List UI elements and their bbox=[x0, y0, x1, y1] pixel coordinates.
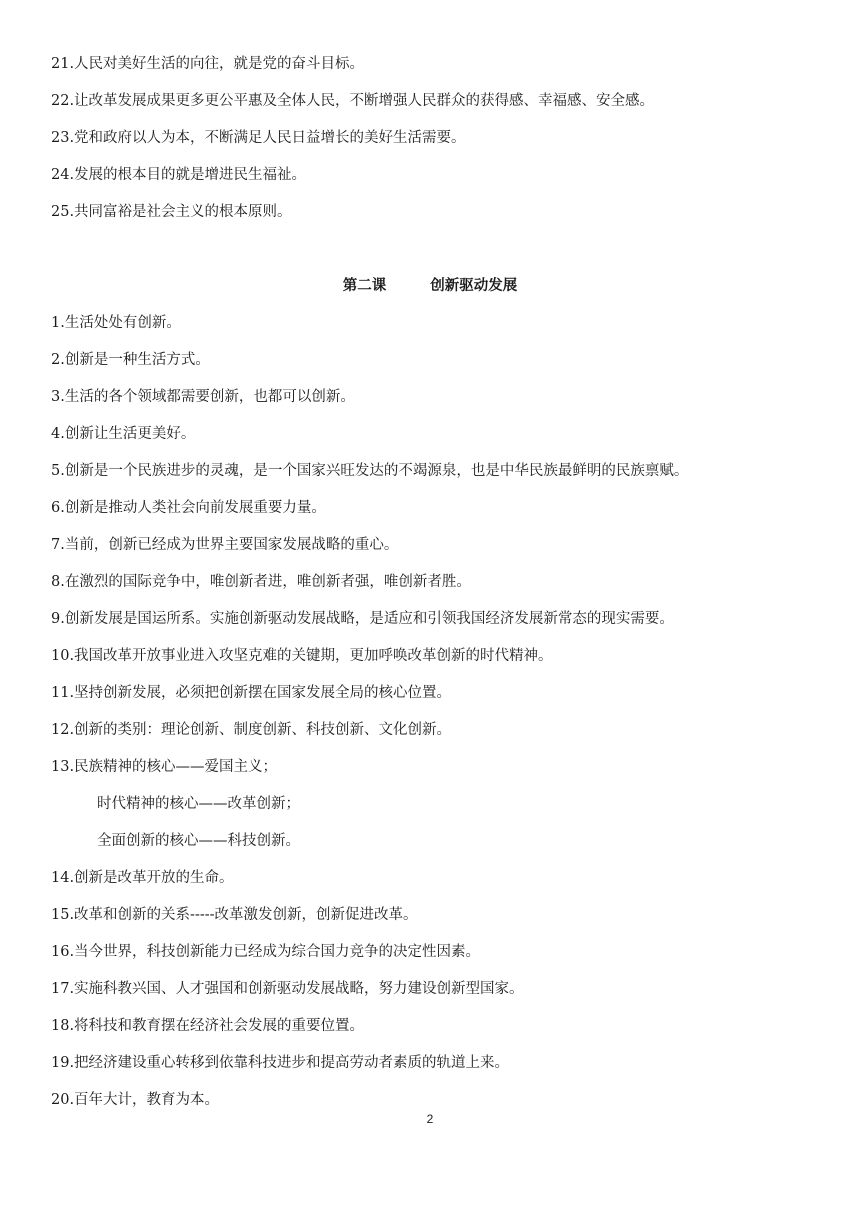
list-item: 3.生活的各个领域都需要创新，也都可以创新。 bbox=[51, 389, 355, 405]
list-item: 20.百年大计，教育为本。 bbox=[51, 1092, 220, 1108]
list-item: 21.人民对美好生活的向往，就是党的奋斗目标。 bbox=[51, 56, 365, 72]
list-item: 22.让改革发展成果更多更公平惠及全体人民，不断增强人民群众的获得感、幸福感、安全感。 bbox=[51, 93, 655, 109]
lesson-number: 第二课 bbox=[342, 278, 387, 294]
list-item: 18.将科技和教育摆在经济社会发展的重要位置。 bbox=[51, 1018, 365, 1034]
list-item: 6.创新是推动人类社会向前发展重要力量。 bbox=[51, 500, 326, 516]
list-item: 23.党和政府以人为本，不断满足人民日益增长的美好生活需要。 bbox=[51, 130, 466, 146]
list-item: 8.在激烈的国际竞争中，唯创新者进，唯创新者强，唯创新者胜。 bbox=[51, 574, 471, 590]
list-item: 7.当前，创新已经成为世界主要国家发展战略的重心。 bbox=[51, 537, 399, 553]
list-item: 9.创新发展是国运所系。实施创新驱动发展战略，是适应和引领我国经济发展新常态的现实需要。 bbox=[51, 611, 674, 627]
list-item: 2.创新是一种生活方式。 bbox=[51, 352, 210, 368]
lesson-title: 创新驱动发展 bbox=[430, 278, 518, 294]
list-item: 19.把经济建设重心转移到依靠科技进步和提高劳动者素质的轨道上来。 bbox=[51, 1055, 510, 1071]
list-item: 12.创新的类别：理论创新、制度创新、科技创新、文化创新。 bbox=[51, 722, 452, 738]
list-item: 10.我国改革开放事业进入攻坚克难的关键期，更加呼唤改革创新的时代精神。 bbox=[51, 648, 553, 664]
list-item: 1.生活处处有创新。 bbox=[51, 315, 181, 331]
list-item: 15.改革和创新的关系-----改革激发创新，创新促进改革。 bbox=[51, 907, 418, 923]
list-item: 25.共同富裕是社会主义的根本原则。 bbox=[51, 204, 292, 220]
list-item: 13.民族精神的核心——爱国主义； bbox=[51, 759, 278, 775]
list-item: 11.坚持创新发展，必须把创新摆在国家发展全局的核心位置。 bbox=[51, 685, 452, 701]
list-item: 4.创新让生活更美好。 bbox=[51, 426, 196, 442]
lesson-heading bbox=[0, 276, 860, 296]
list-item-continuation: 全面创新的核心——科技创新。 bbox=[97, 833, 300, 849]
list-item: 24.发展的根本目的就是增进民生福祉。 bbox=[51, 167, 307, 183]
list-item-continuation: 时代精神的核心——改革创新； bbox=[97, 796, 300, 812]
list-item: 17.实施科教兴国、人才强国和创新驱动发展战略，努力建设创新型国家。 bbox=[51, 981, 524, 997]
list-item: 16.当今世界，科技创新能力已经成为综合国力竞争的决定性因素。 bbox=[51, 944, 481, 960]
page-number: 2 bbox=[426, 1112, 434, 1126]
list-item: 5.创新是一个民族进步的灵魂，是一个国家兴旺发达的不竭源泉，也是中华民族最鲜明的民族禀赋。 bbox=[51, 463, 689, 479]
list-item: 14.创新是改革开放的生命。 bbox=[51, 870, 234, 886]
